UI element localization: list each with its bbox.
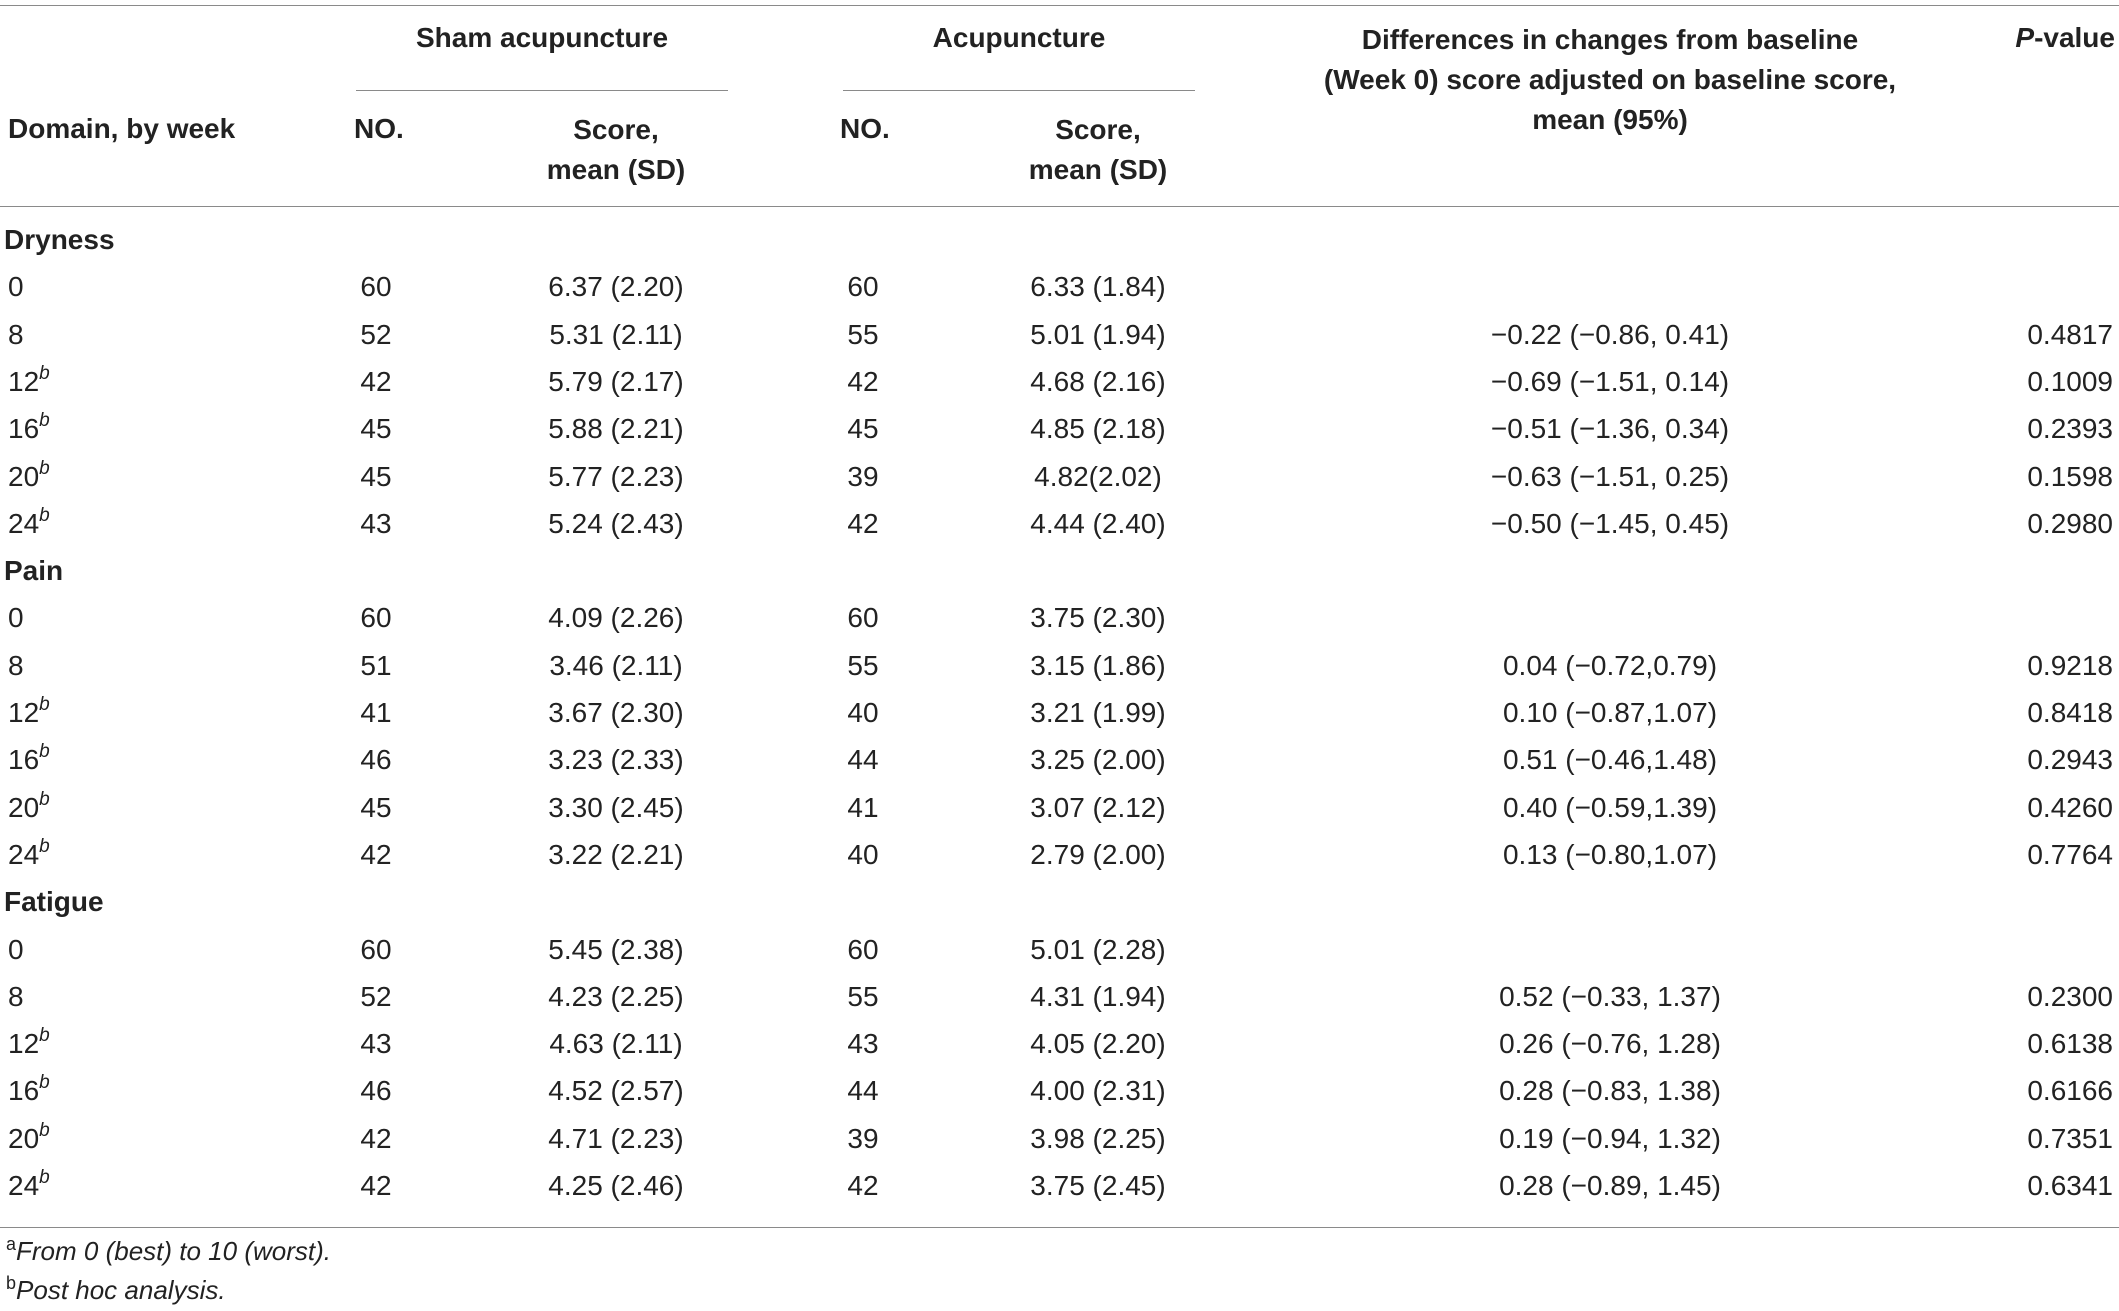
cell-acu-no: 42 — [847, 1170, 879, 1201]
cell-acu-no: 39 — [847, 460, 879, 492]
cell-sham-no: 41 — [360, 697, 392, 728]
cell-pvalue: 0.7351 — [2027, 1122, 2113, 1154]
cell-week: 20$^b$ — [8, 1119, 50, 1154]
cell-sham-score: 4.25 (2.46) — [548, 1170, 684, 1201]
header-sham-no: NO. — [354, 113, 404, 144]
cell-pvalue: 0.9218 — [2027, 649, 2113, 681]
cell-sham-no: 46 — [360, 744, 392, 776]
cell-acu-score: 4.68 (2.16) — [1030, 365, 1166, 397]
footnote-b: $^b$Post hoc analysis. — [6, 1273, 226, 1305]
cell-difference: 0.13 (−0.80,1.07) — [1502, 838, 1718, 870]
cell-pvalue: 0.4817 — [2027, 318, 2113, 350]
cell-sham-no: 42 — [360, 1122, 392, 1154]
cell-sham-score: 3.67 (2.30) — [548, 697, 684, 728]
cell-sham-no: 45 — [360, 413, 392, 445]
cell-pvalue: 0.8418 — [2027, 697, 2113, 728]
cell-acu-score: 3.25 (2.00) — [1030, 744, 1166, 776]
cell-pvalue: 0.1598 — [2027, 460, 2113, 492]
cell-acu-no: 55 — [847, 649, 879, 681]
cell-acu-score: 3.98 (2.25) — [1030, 1122, 1166, 1154]
section-heading: Fatigue — [4, 886, 104, 918]
cell-acu-score: 3.75 (2.30) — [1030, 602, 1166, 634]
footnote-a: $^a$From 0 (best) to 10 (worst). — [6, 1234, 331, 1266]
cell-week: 12$^b$ — [8, 1025, 50, 1060]
cell-pvalue: 0.6341 — [2027, 1170, 2113, 1201]
cell-sham-no: 46 — [360, 1075, 392, 1107]
cell-sham-no: 52 — [360, 980, 392, 1012]
cell-difference: −0.63 (−1.51, 0.25) — [1490, 460, 1730, 492]
cell-acu-no: 40 — [847, 838, 879, 870]
cell-sham-no: 43 — [360, 1028, 392, 1060]
cell-sham-no: 52 — [360, 318, 392, 350]
header-sham-group: Sham acupuncture — [415, 22, 669, 53]
cell-acu-no: 60 — [847, 271, 879, 303]
cell-acu-score: 3.07 (2.12) — [1030, 791, 1166, 823]
cell-sham-score: 5.79 (2.17) — [548, 365, 684, 397]
cell-sham-no: 60 — [360, 933, 392, 965]
cell-sham-score: 5.77 (2.23) — [548, 460, 684, 492]
cell-difference: 0.26 (−0.76, 1.28) — [1499, 1028, 1721, 1060]
cell-difference: 0.28 (−0.89, 1.45) — [1499, 1170, 1721, 1201]
cell-sham-no: 60 — [360, 602, 392, 634]
cell-week: 8 — [8, 318, 24, 350]
cell-pvalue: 0.2980 — [2027, 507, 2113, 539]
cell-difference: 0.51 (−0.46,1.48) — [1502, 744, 1718, 776]
cell-acu-score: 6.33 (1.84) — [1030, 271, 1166, 303]
cell-difference: −0.69 (−1.51, 0.14) — [1490, 365, 1730, 397]
cell-week: 16$^b$ — [8, 1072, 50, 1107]
cell-acu-no: 42 — [847, 507, 879, 539]
cell-week: 20$^b$ — [8, 457, 50, 492]
cell-sham-no: 45 — [360, 460, 392, 492]
cell-acu-no: 60 — [847, 602, 879, 634]
cell-difference: −0.51 (−1.36, 0.34) — [1490, 413, 1730, 445]
header-domain: Domain, by week — [8, 113, 236, 144]
cell-difference: 0.52 (−0.33, 1.37) — [1499, 980, 1721, 1012]
cell-sham-no: 42 — [360, 838, 392, 870]
cell-difference: 0.04 (−0.72,0.79) — [1502, 649, 1718, 681]
cell-week: 24$^b$ — [8, 1167, 50, 1201]
cell-acu-score: 4.82(2.02) — [1034, 460, 1162, 492]
cell-pvalue: 0.2943 — [2027, 744, 2113, 776]
cell-sham-score: 3.23 (2.33) — [548, 744, 684, 776]
cell-sham-score: 3.30 (2.45) — [548, 791, 684, 823]
cell-pvalue: 0.2393 — [2027, 413, 2113, 445]
cell-pvalue: 0.2300 — [2027, 980, 2113, 1012]
cell-acu-no: 44 — [847, 1075, 879, 1107]
header-acu-no: NO. — [840, 113, 890, 144]
cell-difference: 0.28 (−0.83, 1.38) — [1499, 1075, 1721, 1107]
cell-sham-score: 5.45 (2.38) — [548, 933, 684, 965]
section-heading: Dryness — [4, 224, 115, 255]
cell-difference: −0.50 (−1.45, 0.45) — [1490, 507, 1730, 539]
cell-acu-score: 2.79 (2.00) — [1030, 838, 1166, 870]
cell-sham-score: 4.71 (2.23) — [548, 1122, 684, 1154]
cell-sham-no: 51 — [360, 649, 392, 681]
top-rule — [0, 5, 2119, 6]
cell-acu-no: 44 — [847, 744, 879, 776]
cell-week: 8 — [8, 649, 24, 681]
cell-acu-score: 5.01 (2.28) — [1030, 933, 1166, 965]
cell-acu-no: 40 — [847, 697, 879, 728]
section-heading: Pain — [4, 555, 64, 587]
cell-week: 16$^b$ — [8, 741, 50, 776]
cell-week: 24$^b$ — [8, 504, 50, 539]
cell-sham-no: 42 — [360, 365, 392, 397]
header-pvalue: P-value — [2015, 22, 2115, 53]
cell-pvalue: 0.1009 — [2027, 365, 2113, 397]
cell-difference: 0.10 (−0.87,1.07) — [1502, 697, 1718, 728]
cell-sham-score: 3.22 (2.21) — [548, 838, 684, 870]
cell-week: 0 — [8, 602, 24, 634]
cell-week: 8 — [8, 980, 24, 1012]
cell-acu-score: 4.31 (1.94) — [1030, 980, 1166, 1012]
cell-pvalue: 0.4260 — [2027, 791, 2113, 823]
cell-acu-score: 4.85 (2.18) — [1030, 413, 1166, 445]
cell-difference: −0.22 (−0.86, 0.41) — [1490, 318, 1730, 350]
cell-acu-score: 4.44 (2.40) — [1030, 507, 1166, 539]
cell-pvalue: 0.6166 — [2027, 1075, 2113, 1107]
cell-week: 12$^b$ — [8, 694, 50, 728]
cell-acu-score: 4.05 (2.20) — [1030, 1028, 1166, 1060]
cell-week: 0 — [8, 271, 24, 303]
cell-sham-no: 45 — [360, 791, 392, 823]
header-differences: Differences in changes from baseline (Week 0) score adjusted on baseline score, mean (95%) — [1323, 24, 1897, 135]
cell-week: 12$^b$ — [8, 362, 50, 397]
cell-pvalue: 0.7764 — [2027, 838, 2113, 870]
cell-sham-score: 3.46 (2.11) — [549, 649, 683, 681]
cell-week: 0 — [8, 933, 24, 965]
cell-acu-no: 39 — [847, 1122, 879, 1154]
table-bottom-rule — [0, 1227, 2119, 1228]
cell-acu-no: 45 — [847, 413, 879, 445]
cell-sham-score: 4.52 (2.57) — [548, 1075, 684, 1107]
cell-acu-score: 5.01 (1.94) — [1030, 318, 1166, 350]
header-acu-group: Acupuncture — [932, 22, 1106, 53]
cell-acu-score: 4.00 (2.31) — [1030, 1075, 1166, 1107]
cell-sham-no: 43 — [360, 507, 392, 539]
cell-acu-no: 41 — [847, 791, 879, 823]
acu-group-rule — [843, 90, 1195, 91]
header-bottom-rule — [0, 206, 2119, 207]
cell-acu-no: 43 — [847, 1028, 879, 1060]
cell-sham-no: 60 — [360, 271, 392, 303]
header-sham-score: Score, mean (SD) — [546, 114, 686, 185]
cell-week: 20$^b$ — [8, 788, 50, 823]
cell-week: 16$^b$ — [8, 410, 50, 445]
cell-sham-score: 4.63 (2.11) — [549, 1028, 683, 1060]
sham-group-rule — [356, 90, 728, 91]
cell-sham-score: 4.09 (2.26) — [548, 602, 684, 634]
cell-sham-no: 42 — [360, 1170, 392, 1201]
cell-acu-score: 3.15 (1.86) — [1030, 649, 1166, 681]
cell-acu-no: 42 — [847, 365, 879, 397]
cell-acu-no: 55 — [847, 980, 879, 1012]
cell-sham-score: 5.31 (2.11) — [549, 318, 683, 350]
cell-difference: 0.19 (−0.94, 1.32) — [1499, 1122, 1721, 1154]
cell-difference: 0.40 (−0.59,1.39) — [1502, 791, 1718, 823]
cell-acu-no: 60 — [847, 933, 879, 965]
cell-acu-no: 55 — [847, 318, 879, 350]
cell-sham-score: 5.88 (2.21) — [548, 413, 684, 445]
cell-sham-score: 4.23 (2.25) — [548, 980, 684, 1012]
cell-week: 24$^b$ — [8, 835, 50, 870]
header-acu-score: Score, mean (SD) — [1028, 114, 1168, 185]
cell-acu-score: 3.75 (2.45) — [1030, 1170, 1166, 1201]
cell-pvalue: 0.6138 — [2027, 1028, 2113, 1060]
cell-acu-score: 3.21 (1.99) — [1030, 697, 1166, 728]
cell-sham-score: 5.24 (2.43) — [548, 507, 684, 539]
cell-sham-score: 6.37 (2.20) — [548, 271, 684, 303]
